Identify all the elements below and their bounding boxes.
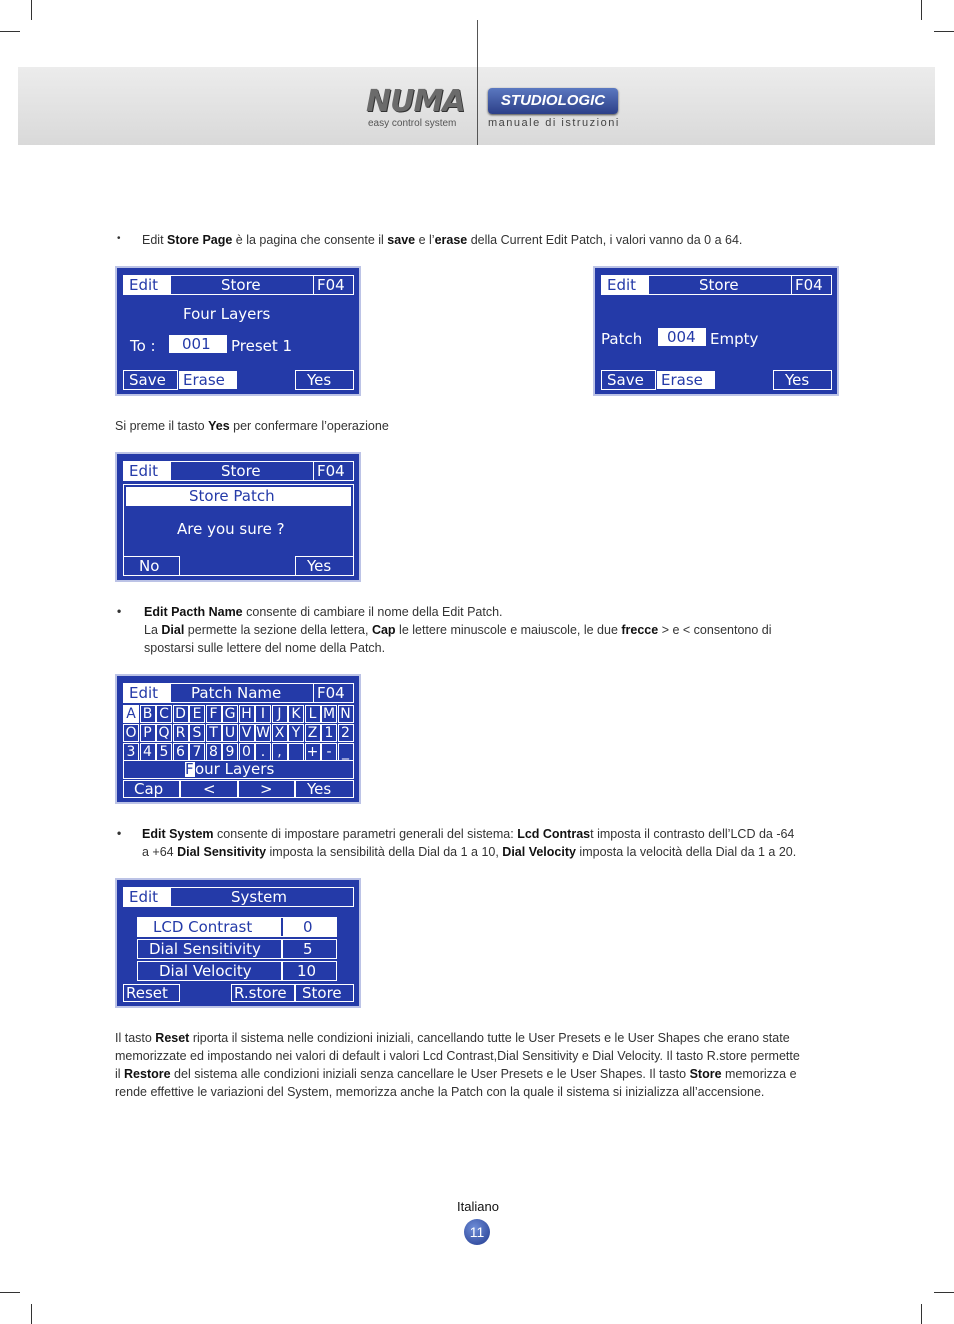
lcd-page-title: Store	[699, 276, 739, 294]
lcd-char-cell: 8	[206, 743, 222, 761]
lcd-right-label: >	[260, 780, 273, 798]
bullet: •	[117, 604, 122, 618]
lcd-char-cell: ,	[272, 743, 288, 761]
lcd-yes-label: Yes	[307, 557, 332, 575]
lcd-char-cell: K	[288, 705, 304, 723]
lcd-save-label: Save	[607, 371, 644, 389]
system-row-value: 5	[303, 940, 313, 958]
lcd-yes-label: Yes	[785, 371, 810, 389]
lcd-char-cell: V	[239, 724, 255, 742]
lcd-char-cell: L	[305, 705, 321, 723]
lcd-store-empty-screen	[593, 266, 839, 396]
lcd-yes-label: Yes	[307, 780, 332, 798]
lcd-preset-name: Preset 1	[231, 337, 293, 355]
system-row-value: 0	[303, 918, 313, 936]
lcd-to-label: To :	[130, 337, 156, 355]
lcd-char-cell: A	[123, 705, 139, 723]
lcd-char-cell: U	[222, 724, 238, 742]
system-row-divider	[281, 939, 283, 959]
confirm-paragraph: Si preme il tasto Yes per confermare l’operazione	[115, 419, 389, 433]
language-label: Italiano	[457, 1199, 499, 1214]
lcd-char-cell: 1	[321, 724, 337, 742]
lcd-page-code: F04	[317, 462, 345, 480]
lcd-char-cell: +	[305, 743, 321, 761]
system-row-value: 10	[297, 962, 317, 980]
crop-mark	[921, 1304, 922, 1324]
lcd-number-value: 001	[182, 335, 211, 353]
store-page-paragraph: Edit Store Page è la pagina che consente il save e l’erase della Current Edit Patch, i valori vanno da 0 a 64.	[142, 233, 743, 247]
lcd-edit-label: Edit	[607, 276, 637, 294]
crop-mark	[0, 1292, 20, 1293]
lcd-patch-name: Four Layers	[183, 305, 271, 323]
studiologic-logo: STUDIOLOGIC	[488, 88, 618, 114]
patch-name-paragraph: Edit Pacth Name consente di cambiare il nome della Edit Patch. La Dial permette la sezione della lettera, Cap le lettere minuscole e maiuscole, le due frecce > e < consentono di spostarsi sulle lettere del nome della Patch.	[144, 605, 772, 655]
lcd-edit-label: Edit	[129, 684, 159, 702]
lcd-page-title: Patch Name	[191, 684, 282, 702]
lcd-cursor-char: F	[185, 760, 194, 778]
lcd-char-cell: 5	[156, 743, 172, 761]
lcd-page-title: System	[231, 888, 287, 906]
lcd-char-cell: _	[338, 743, 354, 761]
lcd-patch-label: Patch	[601, 330, 643, 348]
lcd-page-code: F04	[795, 276, 823, 294]
lcd-page-title: Store	[221, 276, 261, 294]
lcd-edit-label: Edit	[129, 462, 159, 480]
lcd-char-cell: M	[322, 706, 336, 722]
bullet: •	[117, 233, 121, 244]
header-divider	[477, 20, 478, 145]
lcd-char-cell: G	[222, 705, 238, 723]
bullet: •	[117, 826, 122, 840]
lcd-page-code: F04	[317, 276, 345, 294]
lcd-page-title: Store	[221, 462, 261, 480]
lcd-char-cell: D	[173, 705, 189, 723]
lcd-erase-label: Erase	[183, 371, 225, 389]
lcd-char-cell: .	[255, 743, 271, 761]
lcd-rstore-label: R.store	[234, 984, 287, 1002]
lcd-char-cell: N	[338, 705, 354, 723]
lcd-char-cell: 4	[140, 743, 156, 761]
lcd-system-screen	[115, 878, 361, 1008]
lcd-char-cell: E	[189, 705, 205, 723]
system-row-label: LCD Contrast	[153, 918, 253, 936]
lcd-char-cell: -	[321, 743, 337, 761]
lcd-char-cell: O	[123, 724, 139, 742]
lcd-confirm-screen	[115, 452, 361, 582]
crop-mark	[31, 1304, 32, 1324]
lcd-no-label: No	[139, 557, 160, 575]
lcd-yes-label: Yes	[307, 371, 332, 389]
lcd-char-cell: T	[206, 724, 222, 742]
lcd-name-text: our Layers	[195, 760, 275, 778]
system-row-label: Dial Velocity	[159, 962, 252, 980]
lcd-char-cell: 9	[222, 743, 238, 761]
crop-mark	[934, 1292, 954, 1293]
lcd-char-cell: B	[140, 705, 156, 723]
lcd-reset-label: Reset	[126, 984, 168, 1002]
lcd-char-cell: P	[140, 724, 156, 742]
lcd-save-label: Save	[129, 371, 166, 389]
lcd-left-label: <	[203, 780, 216, 798]
lcd-char-cell: I	[255, 705, 271, 723]
lcd-dialog-title: Store Patch	[189, 487, 275, 505]
lcd-char-cell: 3	[123, 743, 139, 761]
lcd-store-label: Store	[302, 984, 342, 1002]
lcd-dialog-question: Are you sure ?	[177, 520, 285, 538]
lcd-char-cell: S	[189, 724, 205, 742]
numa-logo: NUMA	[366, 84, 465, 119]
lcd-char-cell: H	[239, 705, 255, 723]
lcd-edit-label: Edit	[129, 276, 159, 294]
lcd-char-cell	[288, 743, 304, 761]
lcd-cap-label: Cap	[134, 780, 164, 798]
lcd-store-screen	[115, 266, 361, 396]
crop-mark	[31, 0, 32, 20]
lcd-char-cell: J	[272, 705, 288, 723]
lcd-patch-name-screen	[115, 674, 361, 804]
lcd-char-cell: W	[256, 725, 270, 741]
lcd-char-cell: R	[173, 724, 189, 742]
lcd-char-cell: F	[206, 705, 222, 723]
lcd-char-cell: 6	[173, 743, 189, 761]
lcd-char-cell: Z	[305, 724, 321, 742]
manual-label: manuale di istruzioni	[488, 117, 620, 129]
edit-system-paragraph: Edit System consente di impostare parametri generali del sistema: Lcd Contrast imposta il contrasto dell’LCD da -64 a +64 Dial Sensitivity imposta la sensibilità della Dial da 1 a 10, Dial Velocity imposta la velocità della Dial da 1 a 20.	[142, 827, 797, 859]
lcd-page-code: F04	[317, 684, 345, 702]
system-row-label: Dial Sensitivity	[149, 940, 261, 958]
lcd-erase-label: Erase	[661, 371, 703, 389]
lcd-char-cell: 7	[189, 743, 205, 761]
lcd-char-cell: 2	[338, 724, 354, 742]
crop-mark	[0, 31, 20, 32]
reset-paragraph: Il tasto Reset riporta il sistema nelle condizioni iniziali, cancellando tutte le User Presets e le User Shapes che erano state memorizzate ed impostando nei valori di default i valori Lcd Contrast,Dial Sensitivity e Dial Velocity. Il tasto R.store permette il Restore del sistema alle condizioni iniziali senza cancellare le User Presets e le User Shapes. Il tasto Store memorizza e rende effettive le variazioni del System, memorizza anche la Patch con la quale il sistema si inizializza all’accensione.	[115, 1031, 800, 1099]
lcd-edit-label: Edit	[129, 888, 159, 906]
lcd-status-text: Empty	[710, 330, 759, 348]
lcd-number-value: 004	[667, 328, 696, 346]
crop-mark	[934, 31, 954, 32]
page-number: 11	[464, 1219, 490, 1245]
lcd-char-cell: Y	[288, 724, 304, 742]
system-row-divider	[281, 961, 283, 981]
lcd-char-cell: C	[156, 705, 172, 723]
crop-mark	[921, 0, 922, 20]
lcd-char-cell: Q	[156, 724, 172, 742]
lcd-char-cell: X	[272, 724, 288, 742]
numa-logo-subtitle: easy control system	[368, 118, 457, 129]
lcd-char-cell: 0	[239, 743, 255, 761]
